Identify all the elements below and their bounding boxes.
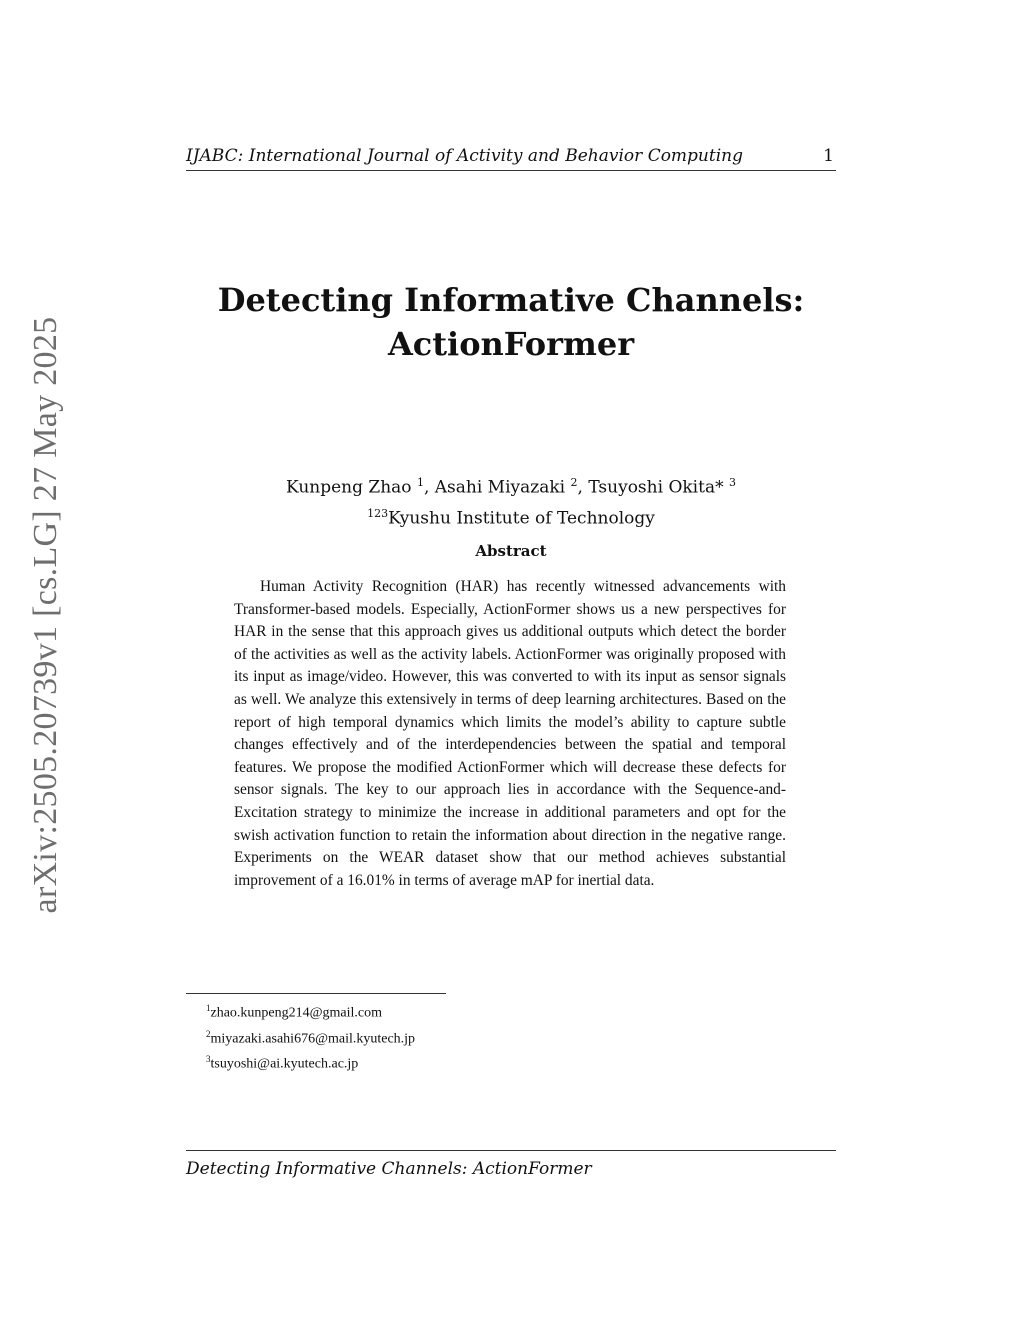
journal-name: IJABC: International Journal of Activity and Behavior Computing (186, 146, 743, 166)
running-header (186, 146, 836, 171)
author-name: Tsuyoshi Okita* (588, 477, 729, 498)
abstract-heading: Abstract (475, 542, 547, 560)
author-separator: , (423, 477, 435, 498)
arxiv-identifier-stamp: arXiv:2505.20739v1 [cs.LG] 27 May 2025 (27, 316, 64, 914)
paper-title (186, 278, 836, 366)
affiliation (186, 501, 836, 532)
affiliation-marks: 123 (367, 506, 389, 520)
footnote-mark: 2 (206, 1028, 211, 1039)
author-name: Kunpeng Zhao (286, 477, 417, 498)
footnote-email: zhao.kunpeng214@gmail.com (210, 1005, 383, 1021)
title-line-1: Detecting Informative Channels: (217, 281, 805, 319)
author-mark: 1 (416, 476, 424, 489)
footnote-mark: 3 (206, 1054, 211, 1065)
footnote-mark: 1 (206, 1003, 211, 1013)
footnote-item (206, 1049, 415, 1075)
footnote-email: tsuyoshi@ai.kyutech.ac.jp (210, 1056, 359, 1072)
page-number: 1 (823, 146, 834, 166)
author-block (186, 470, 836, 531)
author-list (186, 470, 836, 501)
author-mark: 3 (729, 476, 736, 489)
footnotes (206, 998, 415, 1075)
footnote-item (206, 1024, 415, 1050)
running-footer: Detecting Informative Channels: ActionFormer (186, 1150, 836, 1179)
footnote-item (206, 998, 415, 1024)
footnote-divider (186, 993, 446, 994)
author-separator: , (577, 477, 589, 498)
author-name: Asahi Miyazaki (434, 477, 571, 498)
footnote-email: miyazaki.asahi676@mail.kyutech.jp (210, 1031, 416, 1047)
affiliation-name: Kyushu Institute of Technology (388, 508, 655, 529)
author-mark: 2 (570, 476, 578, 489)
title-line-2: ActionFormer (387, 325, 635, 363)
abstract-body: Human Activity Recognition (HAR) has recently witnessed advancements with Transformer-based models. Especially, ActionFormer shows us a new perspectives for HAR in the sense that this approach gives us additional outputs which detect the border of the activities as well as the activity labels. ActionFormer was originally proposed with its input as image/video. However, this was converted to with its input as sensor signals as well. We analyze this extensively in terms of deep learning architectures. Based on the report of high temporal dynamics which limits the model’s ability to capture subtle changes effectively and of the interdependencies between the spatial and temporal features. We propose the modified ActionFormer which will decrease these defects for sensor signals. The key to our approach lies in accordance with the Sequence-and-Excitation strategy to minimize the increase in additional parameters and opt for the swish activation function to retain the information about direction in the negative range. Experiments on the WEAR dataset show that our method achieves substantial improvement of a 16.01% in terms of average mAP for inertial data. (234, 578, 786, 889)
